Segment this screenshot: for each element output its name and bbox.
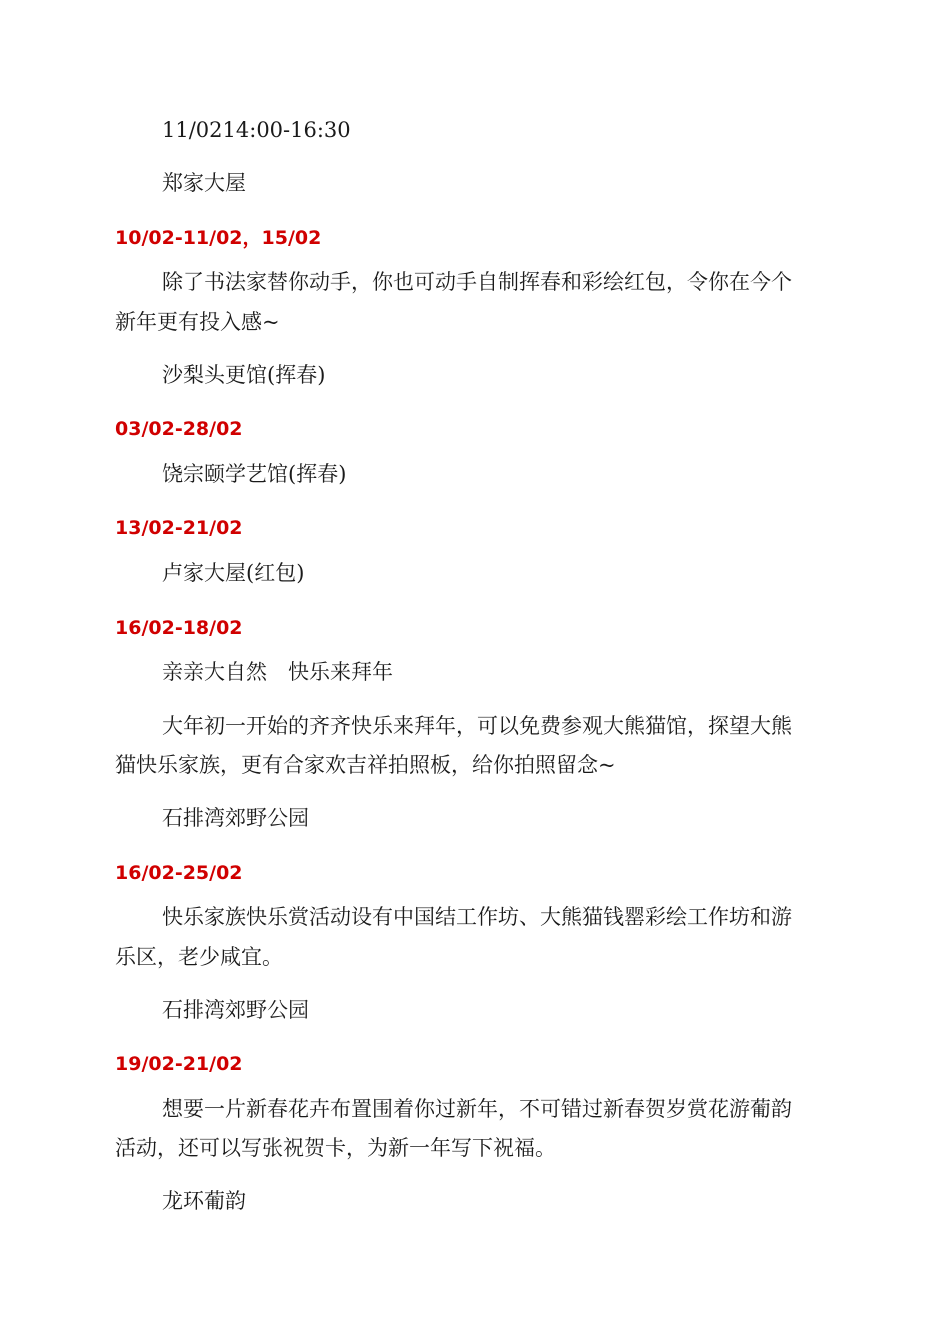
event-date: 16/02-25/02 [115,862,243,884]
event-description-line: 乐区，老少咸宜。 [115,945,283,969]
event-date: 13/02-21/02 [115,517,243,539]
event-venue: 龙环葡韵 [162,1189,246,1213]
event-time: 11/0214:00-16:30 [162,118,351,142]
event-venue: 沙梨头更馆(挥春) [162,363,326,387]
event-venue: 卢家大屋(红包) [162,561,305,585]
event-description-line: 大年初一开始的齐齐快乐来拜年，可以免费参观大熊猫馆，探望大熊 [162,714,792,738]
event-venue: 石排湾郊野公园 [162,998,309,1022]
event-description-line: 猫快乐家族，更有合家欢吉祥拍照板，给你拍照留念~ [115,753,616,777]
event-description-line: 快乐家族快乐赏活动设有中国结工作坊、大熊猫钱罂彩绘工作坊和游 [162,905,792,929]
event-venue: 饶宗颐学艺馆(挥春) [162,462,347,486]
event-description-line: 新年更有投入感~ [115,310,280,334]
event-date: 16/02-18/02 [115,617,243,639]
event-description-line: 活动，还可以写张祝贺卡，为新一年写下祝福。 [115,1136,556,1160]
event-date: 19/02-21/02 [115,1053,243,1075]
event-venue: 郑家大屋 [162,171,246,195]
event-description-line: 除了书法家替你动手，你也可动手自制挥春和彩绘红包，令你在今个 [162,270,792,294]
event-title: 亲亲大自然 快乐来拜年 [162,660,393,684]
event-venue: 石排湾郊野公园 [162,806,309,830]
event-date: 10/02-11/02，15/02 [115,227,322,249]
event-date: 03/02-28/02 [115,418,243,440]
event-description-line: 想要一片新春花卉布置围着你过新年，不可错过新春贺岁赏花游葡韵 [162,1097,792,1121]
